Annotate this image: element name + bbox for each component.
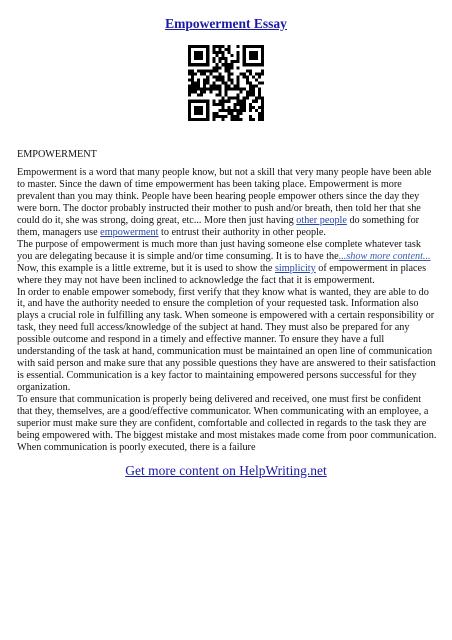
simplicity-link[interactable]: simplicity bbox=[274, 262, 316, 274]
essay-body bbox=[17, 167, 437, 454]
paragraph-1 bbox=[17, 167, 437, 239]
paragraph-1-text-a: Empowerment is a word that many people know, but not a skill that very many people have been able to master. Since the dawn of time empowerment has been taking place. Empowerment is more prevalent than you may think. People have been hearing people empower others since the day they were born. The doctor probably instructed their mother to push and/or breath, then told her that she could do it, she was strong, doing great, etc... More then just having bbox=[17, 167, 432, 226]
paragraph-1-text-b: do something for them, managers use bbox=[17, 214, 420, 238]
paragraph-3-text-a: Now, this example is a little extreme, but it is used to show the bbox=[17, 262, 275, 274]
paragraph-5: To ensure that communication is properly being delivered and received, one must first be confident that they, themselves, are a good/effective communicator. When communicating with an employee, a superior must make sure they are confident, comfortable and collected in regards to the task they are being empowered with. The biggest mistake and most mistakes made come from poor communication. When communication is poorly executed, there is a failure bbox=[17, 394, 437, 453]
section-heading: EMPOWERMENT bbox=[17, 149, 97, 160]
paragraph-4: In order to enable empower somebody, first verify that they know what is wanted, they are able to do it, and have the authority needed to ensure the completion of your requested task. Information also plays a crucial role in fulfilling any task. When someone is empowered with a certain responsibility or task, they need full access/knowledge of the subject at hand. They must also be prepared for any possible outcome and respond in a timely and effective manner. To ensure they have a full understanding of the task at hand, communication must be maintained an open line of communication with said person and make sure that any possible questions they have are answered to their satisfaction is essential. Communication is a key factor to maintaining empowered persons successful for they organization. bbox=[17, 286, 436, 394]
helpwriting-link[interactable]: Get more content on HelpWriting.net bbox=[125, 463, 327, 478]
other-people-link[interactable]: other people bbox=[296, 214, 347, 226]
show-more-content-link[interactable]: ...show more content... bbox=[338, 250, 431, 262]
qr-code-icon bbox=[188, 45, 264, 121]
paragraph-2 bbox=[17, 239, 437, 263]
paragraph-3 bbox=[17, 263, 437, 287]
empowerment-link[interactable]: empowerment bbox=[100, 226, 159, 238]
paragraph-3-text-b: of empowerment in places where they may not have been inclined to acknowledge the fact that it is empowerment. bbox=[17, 262, 427, 286]
paragraph-2-text: The purpose of empowerment is much more than just having someone else complete whatever task you are delegating because it is simple and/or time consuming. It is to have the bbox=[17, 238, 421, 262]
essay-title-link[interactable]: Empowerment Essay bbox=[165, 16, 287, 31]
paragraph-1-text-c: to entrust their authority in other people. bbox=[158, 226, 326, 238]
